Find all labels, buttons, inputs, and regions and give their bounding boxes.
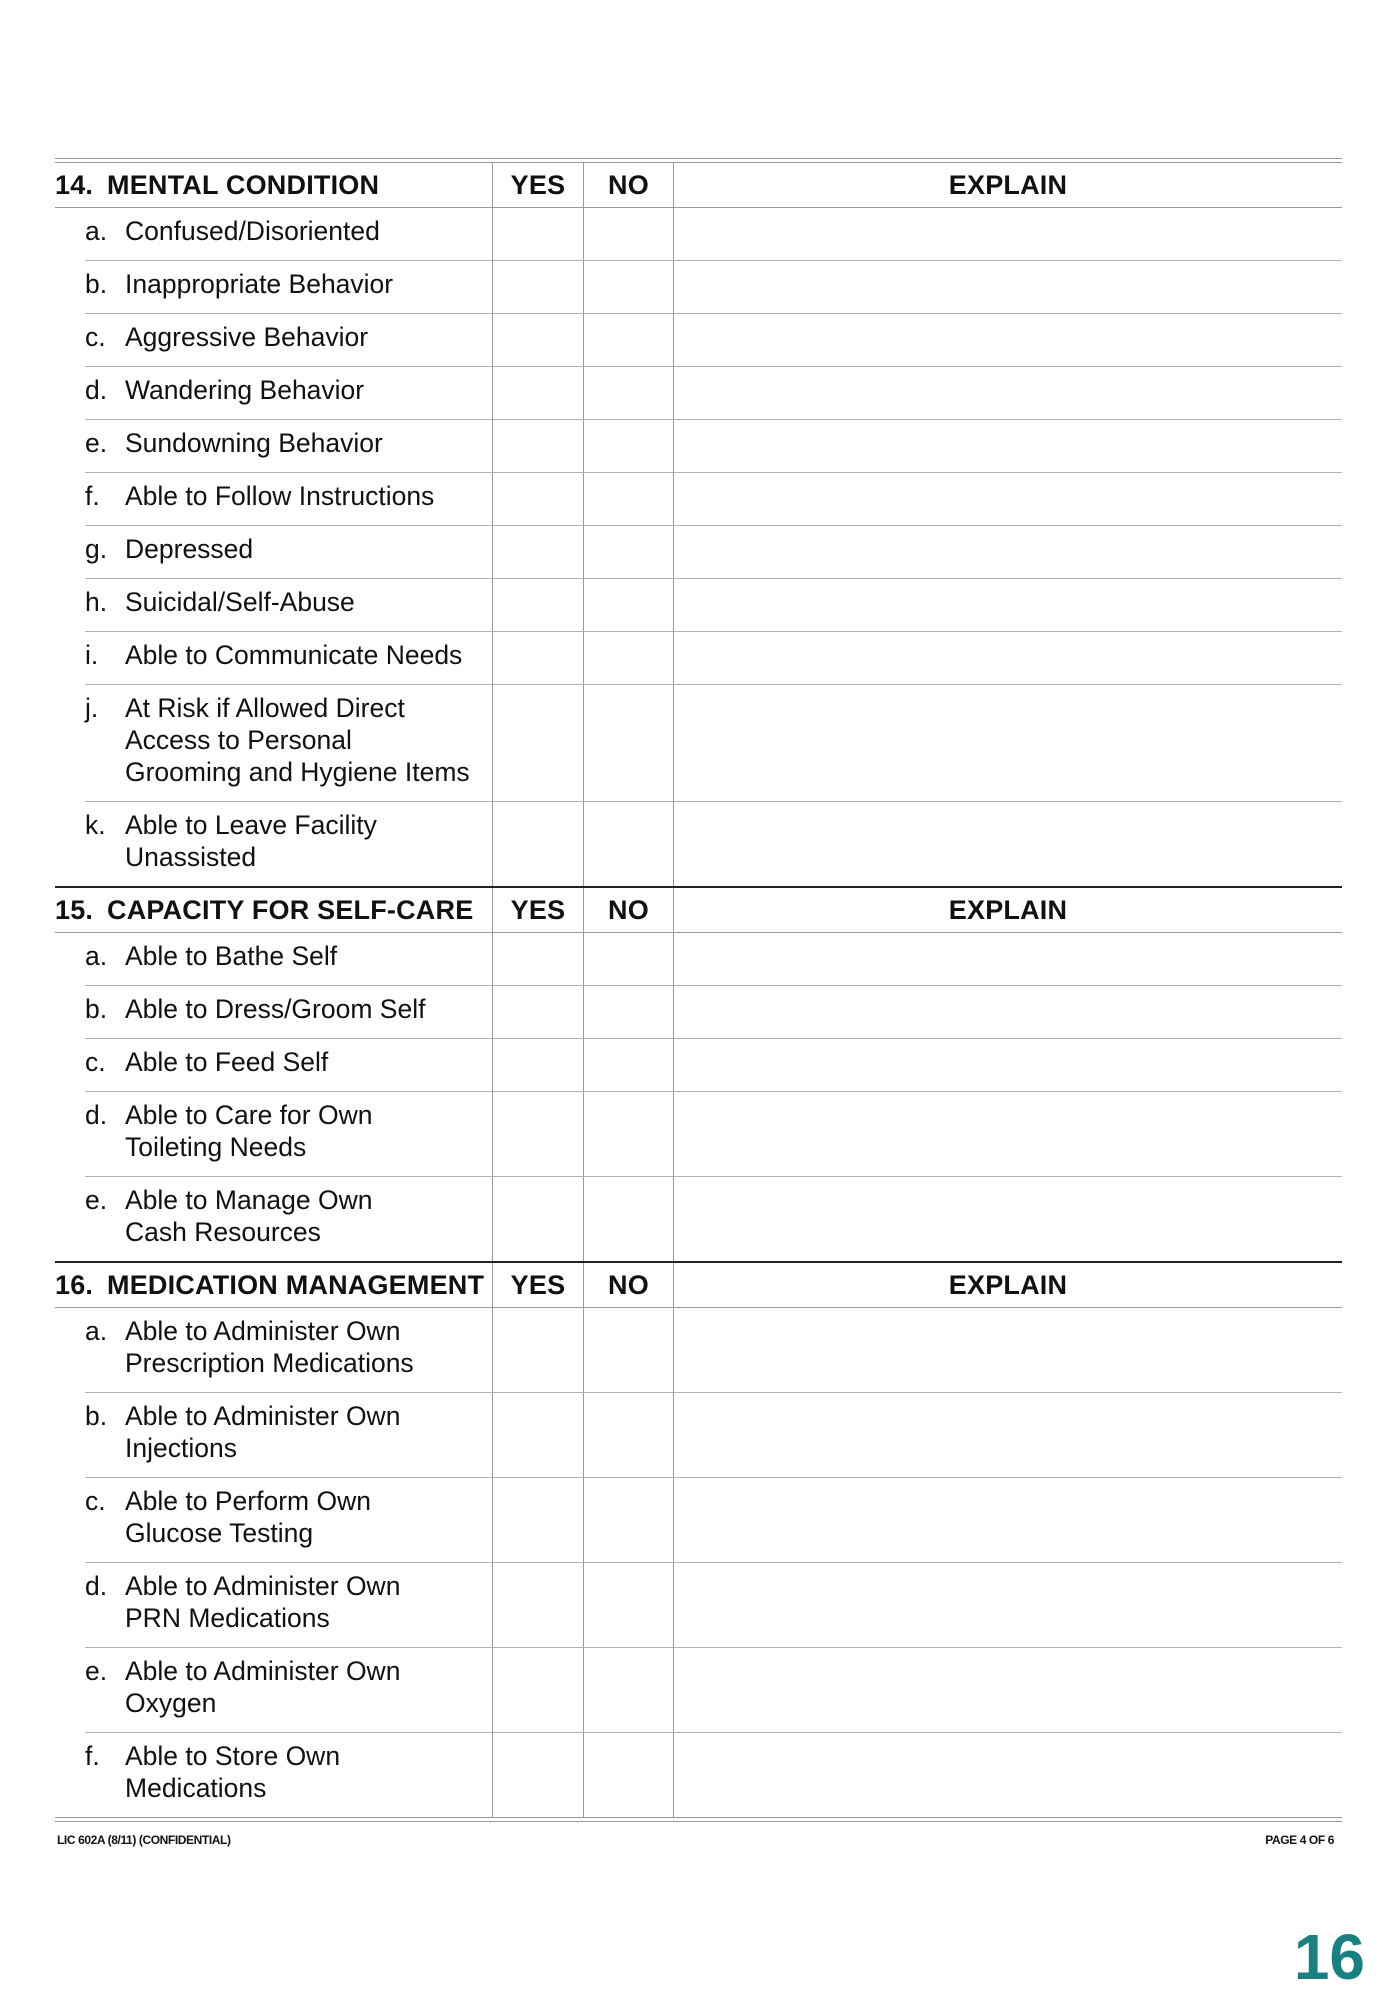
form-row: b. Inappropriate Behavior <box>85 261 1342 314</box>
explain-column-header: EXPLAIN <box>673 888 1342 932</box>
yes-checkbox-cell[interactable] <box>492 367 583 419</box>
section-header <box>55 888 1342 933</box>
explain-column-header: EXPLAIN <box>673 1263 1342 1307</box>
assessment-form <box>55 158 1342 1822</box>
form-row: e. Able to Administer Own Oxygen <box>85 1648 1342 1733</box>
explain-field[interactable] <box>673 1308 1342 1392</box>
form-row: b. Able to Administer Own Injections <box>85 1393 1342 1478</box>
section-header <box>55 1263 1342 1308</box>
no-checkbox-cell[interactable] <box>583 1177 673 1261</box>
no-checkbox-cell[interactable] <box>583 986 673 1038</box>
no-checkbox-cell[interactable] <box>583 632 673 684</box>
form-row: e. Sundowning Behavior <box>85 420 1342 473</box>
explain-field[interactable] <box>673 802 1342 886</box>
yes-checkbox-cell[interactable] <box>492 526 583 578</box>
section-capacity-for-self-care <box>55 886 1342 1261</box>
form-row: d. Able to Administer Own PRN Medications <box>85 1563 1342 1648</box>
no-checkbox-cell[interactable] <box>583 1563 673 1647</box>
section-title: 14. MENTAL CONDITION <box>55 170 380 200</box>
form-row: c. Able to Feed Self <box>85 1039 1342 1092</box>
yes-column-header: YES <box>492 888 583 932</box>
form-row: j. At Risk if Allowed Direct Access to Personal Grooming and Hygiene Items <box>85 685 1342 802</box>
no-checkbox-cell[interactable] <box>583 314 673 366</box>
form-row: c. Able to Perform Own Glucose Testing <box>85 1478 1342 1563</box>
yes-checkbox-cell[interactable] <box>492 261 583 313</box>
no-checkbox-cell[interactable] <box>583 1308 673 1392</box>
no-checkbox-cell[interactable] <box>583 1039 673 1091</box>
explain-field[interactable] <box>673 1039 1342 1091</box>
explain-field[interactable] <box>673 526 1342 578</box>
yes-column-header: YES <box>492 1263 583 1307</box>
explain-field[interactable] <box>673 261 1342 313</box>
no-checkbox-cell[interactable] <box>583 526 673 578</box>
explain-field[interactable] <box>673 208 1342 260</box>
form-row: i. Able to Communicate Needs <box>85 632 1342 685</box>
no-checkbox-cell[interactable] <box>583 1393 673 1477</box>
section-title: 16. MEDICATION MANAGEMENT <box>55 1270 485 1300</box>
yes-checkbox-cell[interactable] <box>492 1177 583 1261</box>
page-of-footer: PAGE 4 OF 6 <box>1265 1833 1334 1847</box>
explain-field[interactable] <box>673 1733 1342 1817</box>
no-checkbox-cell[interactable] <box>583 579 673 631</box>
explain-field[interactable] <box>673 367 1342 419</box>
yes-checkbox-cell[interactable] <box>492 1563 583 1647</box>
explain-field[interactable] <box>673 1393 1342 1477</box>
no-column-header: NO <box>583 888 673 932</box>
yes-checkbox-cell[interactable] <box>492 685 583 801</box>
yes-checkbox-cell[interactable] <box>492 1393 583 1477</box>
yes-checkbox-cell[interactable] <box>492 933 583 985</box>
explain-field[interactable] <box>673 986 1342 1038</box>
yes-checkbox-cell[interactable] <box>492 632 583 684</box>
explain-field[interactable] <box>673 473 1342 525</box>
explain-field[interactable] <box>673 685 1342 801</box>
bottom-double-rule <box>55 1817 1342 1822</box>
yes-checkbox-cell[interactable] <box>492 208 583 260</box>
explain-field[interactable] <box>673 314 1342 366</box>
section-mental-condition <box>55 163 1342 886</box>
yes-checkbox-cell[interactable] <box>492 1039 583 1091</box>
no-checkbox-cell[interactable] <box>583 473 673 525</box>
section-medication-management <box>55 1261 1342 1817</box>
explain-field[interactable] <box>673 1648 1342 1732</box>
section-title: 15. CAPACITY FOR SELF-CARE <box>55 895 474 925</box>
no-checkbox-cell[interactable] <box>583 208 673 260</box>
explain-field[interactable] <box>673 1563 1342 1647</box>
form-row: b. Able to Dress/Groom Self <box>85 986 1342 1039</box>
explain-field[interactable] <box>673 420 1342 472</box>
explain-field[interactable] <box>673 579 1342 631</box>
yes-checkbox-cell[interactable] <box>492 1648 583 1732</box>
form-row: k. Able to Leave Facility Unassisted <box>85 802 1342 886</box>
no-checkbox-cell[interactable] <box>583 261 673 313</box>
form-row: d. Able to Care for Own Toileting Needs <box>85 1092 1342 1177</box>
yes-checkbox-cell[interactable] <box>492 1308 583 1392</box>
yes-checkbox-cell[interactable] <box>492 1092 583 1176</box>
explain-field[interactable] <box>673 1478 1342 1562</box>
yes-checkbox-cell[interactable] <box>492 473 583 525</box>
form-row: f. Able to Follow Instructions <box>85 473 1342 526</box>
yes-checkbox-cell[interactable] <box>492 420 583 472</box>
explain-field[interactable] <box>673 632 1342 684</box>
form-id-footer: LIC 602A (8/11) (CONFIDENTIAL) <box>57 1833 231 1847</box>
yes-checkbox-cell[interactable] <box>492 314 583 366</box>
no-checkbox-cell[interactable] <box>583 1092 673 1176</box>
explain-field[interactable] <box>673 1092 1342 1176</box>
no-checkbox-cell[interactable] <box>583 802 673 886</box>
page-number: 16 <box>1293 1921 1365 1993</box>
explain-column-header: EXPLAIN <box>673 163 1342 207</box>
no-checkbox-cell[interactable] <box>583 685 673 801</box>
no-checkbox-cell[interactable] <box>583 933 673 985</box>
no-checkbox-cell[interactable] <box>583 1733 673 1817</box>
explain-field[interactable] <box>673 933 1342 985</box>
no-checkbox-cell[interactable] <box>583 1478 673 1562</box>
yes-checkbox-cell[interactable] <box>492 579 583 631</box>
yes-column-header: YES <box>492 163 583 207</box>
no-column-header: NO <box>583 163 673 207</box>
form-row: a. Able to Bathe Self <box>85 933 1342 986</box>
no-checkbox-cell[interactable] <box>583 420 673 472</box>
yes-checkbox-cell[interactable] <box>492 802 583 886</box>
yes-checkbox-cell[interactable] <box>492 1478 583 1562</box>
explain-field[interactable] <box>673 1177 1342 1261</box>
form-row: c. Aggressive Behavior <box>85 314 1342 367</box>
form-row: e. Able to Manage Own Cash Resources <box>85 1177 1342 1261</box>
no-checkbox-cell[interactable] <box>583 367 673 419</box>
form-row: h. Suicidal/Self-Abuse <box>85 579 1342 632</box>
form-row: f. Able to Store Own Medications <box>85 1733 1342 1817</box>
section-header <box>55 163 1342 208</box>
form-row: a. Confused/Disoriented <box>85 208 1342 261</box>
yes-checkbox-cell[interactable] <box>492 1733 583 1817</box>
form-row: a. Able to Administer Own Prescription Medications <box>85 1308 1342 1393</box>
no-checkbox-cell[interactable] <box>583 1648 673 1732</box>
yes-checkbox-cell[interactable] <box>492 986 583 1038</box>
form-row: g. Depressed <box>85 526 1342 579</box>
no-column-header: NO <box>583 1263 673 1307</box>
form-row: d. Wandering Behavior <box>85 367 1342 420</box>
